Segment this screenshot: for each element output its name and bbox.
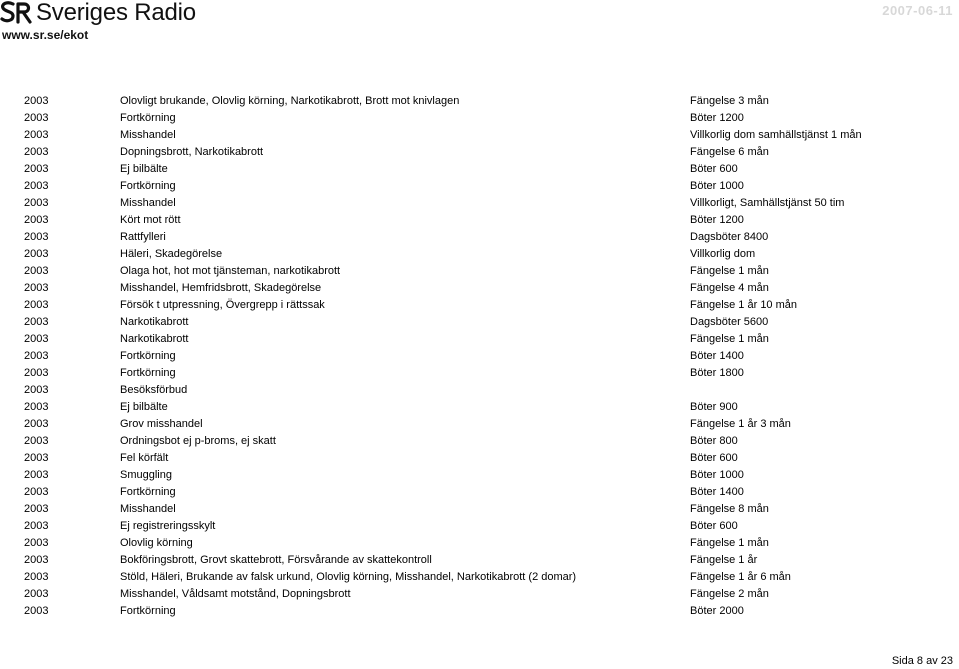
table-row: [24, 195, 890, 212]
sentence-cell: Böter 600: [690, 163, 738, 175]
table-row: [24, 518, 890, 535]
offense-cell: Fortkörning: [120, 367, 176, 379]
offense-cell: Misshandel, Våldsamt motstånd, Dopningsbrott: [120, 588, 351, 600]
sentence-cell: Dagsböter 5600: [690, 316, 769, 328]
offense-cell: Ej bilbälte: [120, 163, 168, 175]
sentence-cell: Fängelse 1 år 10 mån: [690, 299, 798, 311]
offense-cell: Försök t utpressning, Övergrepp i rättssak: [120, 299, 325, 311]
offense-cell: Narkotikabrott: [120, 333, 189, 345]
table-row: [24, 127, 890, 144]
table-row: [24, 110, 890, 127]
sentence-cell: Villkorligt, Samhällstjänst 50 tim: [690, 197, 845, 209]
table-row: [24, 416, 890, 433]
table-row: [24, 246, 890, 263]
offense-cell: Fortkörning: [120, 112, 176, 124]
year-cell: 2003: [24, 452, 49, 464]
sentence-cell: Fängelse 1 år: [690, 554, 758, 566]
table-row: [24, 280, 890, 297]
year-cell: 2003: [24, 503, 49, 515]
sentence-cell: Villkorlig dom: [690, 248, 756, 260]
year-cell: 2003: [24, 605, 49, 617]
table-row: [24, 382, 890, 399]
sentence-cell: Böter 2000: [690, 605, 744, 617]
year-cell: 2003: [24, 265, 49, 277]
sentence-cell: Böter 1000: [690, 180, 744, 192]
year-cell: 2003: [24, 384, 49, 396]
offense-cell: Rattfylleri: [120, 231, 166, 243]
table-row: [24, 161, 890, 178]
offense-cell: Fel körfält: [120, 452, 169, 464]
sentence-cell: Fängelse 8 mån: [690, 503, 769, 515]
sentence-cell: Villkorlig dom samhällstjänst 1 mån: [690, 129, 862, 141]
sentence-cell: Fängelse 2 mån: [690, 588, 769, 600]
sentence-cell: Böter 1200: [690, 112, 744, 124]
offense-cell: Misshandel: [120, 197, 176, 209]
sentence-cell: Böter 1400: [690, 486, 744, 498]
table-row: [24, 314, 890, 331]
sentence-cell: Fängelse 1 mån: [690, 537, 769, 549]
site-url: www.sr.se/ekot: [2, 28, 89, 42]
table-row: [24, 399, 890, 416]
year-cell: 2003: [24, 282, 49, 294]
offense-cell: Fortkörning: [120, 486, 176, 498]
sveriges-radio-logo: [0, 0, 196, 26]
year-cell: 2003: [24, 350, 49, 362]
offense-cell: Ej registreringsskylt: [120, 520, 216, 532]
table-row: [24, 297, 890, 314]
offense-cell: Ordningsbot ej p-broms, ej skatt: [120, 435, 276, 447]
sentence-cell: Böter 800: [690, 435, 738, 447]
year-cell: 2003: [24, 571, 49, 583]
table-row: [24, 484, 890, 501]
table-row: [24, 144, 890, 161]
year-cell: 2003: [24, 231, 49, 243]
year-cell: 2003: [24, 588, 49, 600]
sentence-cell: Fängelse 4 mån: [690, 282, 769, 294]
offense-cell: Olovligt brukande, Olovlig körning, Narkotikabrott, Brott mot knivlagen: [120, 95, 460, 107]
table-row: [24, 450, 890, 467]
year-cell: 2003: [24, 146, 49, 158]
sentence-cell: [690, 382, 890, 399]
sentence-cell: Böter 1400: [690, 350, 744, 362]
year-cell: 2003: [24, 435, 49, 447]
year-cell: 2003: [24, 214, 49, 226]
sentence-cell: Böter 1000: [690, 469, 744, 481]
year-cell: 2003: [24, 112, 49, 124]
table-row: [24, 212, 890, 229]
sentence-cell: Fängelse 1 mån: [690, 265, 769, 277]
table-row: [24, 348, 890, 365]
table-row: [24, 331, 890, 348]
table-row: [24, 501, 890, 518]
year-cell: 2003: [24, 129, 49, 141]
offense-cell: Olovlig körning: [120, 537, 193, 549]
table-row: [24, 263, 890, 280]
sentence-cell: Dagsböter 8400: [690, 231, 769, 243]
sentence-table: [24, 93, 890, 620]
table-row: [24, 93, 890, 110]
table-row: [24, 552, 890, 569]
offense-cell: Misshandel, Hemfridsbrott, Skadegörelse: [120, 282, 322, 294]
year-cell: 2003: [24, 469, 49, 481]
table-row: [24, 535, 890, 552]
year-cell: 2003: [24, 248, 49, 260]
sentence-cell: Fängelse 1 mån: [690, 333, 769, 345]
offense-cell: Olaga hot, hot mot tjänsteman, narkotikabrott: [120, 265, 341, 277]
offense-cell: Dopningsbrott, Narkotikabrott: [120, 146, 264, 158]
year-cell: 2003: [24, 554, 49, 566]
table-row: [24, 433, 890, 450]
offense-cell: Smuggling: [120, 469, 172, 481]
sentence-cell: Fängelse 3 mån: [690, 95, 769, 107]
year-cell: 2003: [24, 418, 49, 430]
offense-cell: Bokföringsbrott, Grovt skattebrott, Försvårande av skattekontroll: [120, 554, 432, 566]
sentence-cell: Böter 1800: [690, 367, 744, 379]
sentence-cell: Fängelse 1 år 3 mån: [690, 418, 791, 430]
year-cell: 2003: [24, 367, 49, 379]
sentence-cell: Böter 600: [690, 520, 738, 532]
offense-cell: Grov misshandel: [120, 418, 203, 430]
offense-cell: Misshandel: [120, 129, 176, 141]
sr-logo-icon: [0, 0, 32, 26]
sentence-cell: Böter 900: [690, 401, 738, 413]
year-cell: 2003: [24, 299, 49, 311]
year-cell: 2003: [24, 316, 49, 328]
year-cell: 2003: [24, 197, 49, 209]
table-row: [24, 229, 890, 246]
year-cell: 2003: [24, 180, 49, 192]
offense-cell: Ej bilbälte: [120, 401, 168, 413]
offense-cell: Fortkörning: [120, 180, 176, 192]
offense-cell: Kört mot rött: [120, 214, 181, 226]
table-row: [24, 603, 890, 620]
table-row: [24, 365, 890, 382]
offense-cell: Häleri, Skadegörelse: [120, 248, 223, 260]
year-cell: 2003: [24, 537, 49, 549]
year-cell: 2003: [24, 95, 49, 107]
table-row: [24, 586, 890, 603]
offense-cell: Fortkörning: [120, 350, 176, 362]
table-row: [24, 569, 890, 586]
page-header: [0, 0, 959, 44]
sentence-cell: Fängelse 6 mån: [690, 146, 769, 158]
sentence-cell: Böter 600: [690, 452, 738, 464]
table-row: [24, 178, 890, 195]
sentence-table-body: [24, 93, 890, 620]
year-cell: 2003: [24, 163, 49, 175]
print-date: 2007-06-11: [882, 3, 953, 18]
brand-name: Sveriges Radio: [36, 0, 196, 26]
year-cell: 2003: [24, 486, 49, 498]
offense-cell: Stöld, Häleri, Brukande av falsk urkund, Olovlig körning, Misshandel, Narkotikabrott (2 domar): [120, 571, 577, 583]
offense-cell: Narkotikabrott: [120, 316, 189, 328]
year-cell: 2003: [24, 520, 49, 532]
offense-cell: Fortkörning: [120, 605, 176, 617]
sentence-cell: Fängelse 1 år 6 mån: [690, 571, 791, 583]
offense-cell: Besöksförbud: [120, 384, 188, 396]
year-cell: 2003: [24, 401, 49, 413]
page-number: Sida 8 av 23: [891, 655, 953, 667]
table-row: [24, 467, 890, 484]
offense-cell: Misshandel: [120, 503, 176, 515]
year-cell: 2003: [24, 333, 49, 345]
sentence-cell: Böter 1200: [690, 214, 744, 226]
